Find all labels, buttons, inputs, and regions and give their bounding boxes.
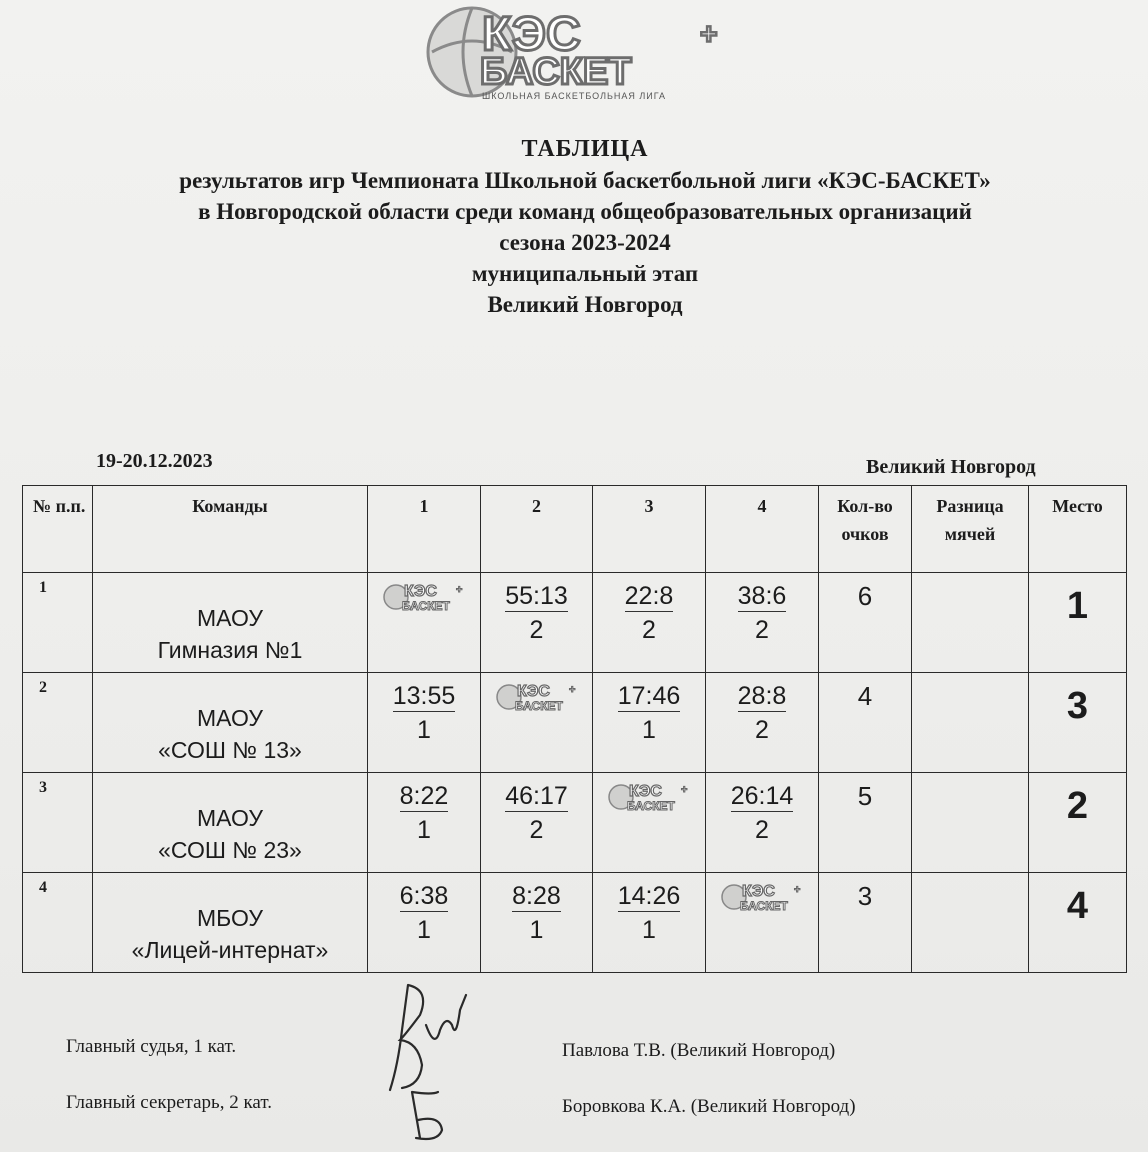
match-points: 1 [417,716,431,744]
svg-text:КЭС: КЭС [404,583,437,600]
event-city: Великий Новгород [866,456,1036,478]
match-points: 2 [755,716,769,744]
team-org: МАОУ [197,805,263,831]
table-row [23,773,1127,873]
match-result-cell [368,773,481,873]
team-cell [93,573,368,673]
total-points: 6 [819,573,912,673]
match-result-cell [706,773,819,873]
row-number-cell [23,773,93,873]
event-date: 19-20.12.2023 [96,450,213,472]
header-points: Кол-во очков [819,486,912,573]
svg-text:+: + [456,584,463,596]
header-line: Великий Новгород [487,292,683,317]
league-logo [420,0,750,104]
svg-text:КЭС: КЭС [742,883,775,900]
team-place: 3 [1029,673,1127,773]
team-cell [93,673,368,773]
match-result-cell [368,873,481,973]
header-col-4: 4 [706,486,819,573]
table-header-row [23,486,1127,573]
row-number-cell [23,873,93,973]
team-org: МАОУ [197,605,263,631]
match-score: 13:55 [392,682,456,710]
self-match-cell [593,773,706,873]
table-row [23,673,1127,773]
kes-basket-cell-logo-icon [382,579,468,617]
total-points: 5 [819,773,912,873]
ball-difference [912,873,1029,973]
header-line: сезона 2023-2024 [499,230,671,255]
match-points: 1 [529,916,544,944]
match-points: 1 [417,816,431,844]
match-result-cell [593,873,706,973]
header-place: Место [1029,486,1127,573]
header-col-3: 3 [593,486,706,573]
header-teams: Команды [93,486,368,573]
svg-text:КЭС: КЭС [629,783,662,800]
header-col-2: 2 [481,486,593,573]
row-number: 2 [39,679,47,696]
total-points: 4 [819,673,912,773]
header-title: ТАБЛИЦА [521,136,649,162]
header-line: муниципальный этап [471,261,699,286]
svg-text:ШКОЛЬНАЯ БАСКЕТБОЛЬНАЯ ЛИГА: ШКОЛЬНАЯ БАСКЕТБОЛЬНАЯ ЛИГА [482,91,667,101]
match-result-cell [481,773,593,873]
signature-icon [360,970,480,1145]
kes-basket-cell-logo-icon [495,679,581,717]
match-score: 22:8 [624,582,674,610]
svg-text:БАСКЕТ: БАСКЕТ [740,899,788,913]
svg-text:БАСКЕТ: БАСКЕТ [515,699,563,713]
match-result-cell [593,673,706,773]
team-place: 4 [1029,873,1127,973]
match-points: 2 [529,816,544,844]
team-name [93,702,367,766]
match-score: 8:22 [399,782,449,810]
header-line: в Новгородской области среди команд общеобразовательных организаций [198,199,972,224]
row-number-cell [23,573,93,673]
match-points: 2 [529,616,544,644]
match-points: 2 [755,616,769,644]
chief-secretary-role: Главный секретарь, 2 кат. [66,1092,272,1113]
kes-basket-cell-logo-icon [607,779,693,817]
team-place: 2 [1029,773,1127,873]
match-score: 14:26 [617,882,681,910]
match-score: 46:17 [505,782,568,810]
table-row [23,873,1127,973]
team-cell [93,773,368,873]
team-place: 1 [1029,573,1127,673]
table-row [23,573,1127,673]
team-title: «Лицей-интернат» [131,937,329,963]
match-result-cell [481,573,593,673]
team-org: МБОУ [197,905,263,931]
self-match-cell [706,873,819,973]
match-points: 1 [417,916,431,944]
total-points: 3 [819,873,912,973]
chief-secretary-name: Боровкова К.А. (Великий Новгород) [562,1096,856,1117]
team-title: «СОШ № 13» [158,737,302,763]
match-points: 1 [642,716,656,744]
team-org: МАОУ [197,705,263,731]
row-number: 3 [39,779,47,796]
match-result-cell [593,573,706,673]
team-title: «СОШ № 23» [158,837,302,863]
ball-difference [912,773,1029,873]
svg-text:КЭС: КЭС [517,683,550,700]
match-score: 17:46 [617,682,681,710]
svg-text:КЭС: КЭС [482,8,581,61]
match-result-cell [706,673,819,773]
results-table [22,485,1127,973]
row-number: 1 [39,579,47,596]
svg-text:+: + [794,884,801,896]
ball-difference [912,673,1029,773]
team-cell [93,873,368,973]
kes-basket-logo-icon [420,0,750,104]
team-name [93,802,367,866]
header-line: результатов игр Чемпионата Школьной баскетбольной лиги «КЭС-БАСКЕТ» [179,168,991,193]
header-num: № п.п. [23,486,93,573]
svg-text:+: + [569,684,576,696]
svg-text:+: + [700,18,718,51]
match-score: 6:38 [399,882,449,910]
kes-basket-cell-logo-icon [720,879,806,917]
header-col-1: 1 [368,486,481,573]
ball-difference [912,573,1029,673]
match-points: 2 [642,616,656,644]
match-score: 38:6 [737,582,787,610]
team-name [93,602,367,666]
row-number: 4 [39,879,47,896]
match-result-cell [368,673,481,773]
match-score: 8:28 [512,882,561,910]
self-match-cell [481,673,593,773]
row-number-cell [23,673,93,773]
chief-judge-role: Главный судья, 1 кат. [66,1036,237,1057]
svg-text:БАСКЕТ: БАСКЕТ [402,599,450,613]
team-title: Гимназия №1 [157,637,303,663]
team-name [93,902,367,966]
match-result-cell [706,573,819,673]
svg-text:БАСКЕТ: БАСКЕТ [627,799,675,813]
match-score: 28:8 [737,682,787,710]
self-match-cell [368,573,481,673]
match-score: 26:14 [730,782,794,810]
match-score: 55:13 [505,582,568,610]
match-points: 1 [642,916,656,944]
chief-judge-name: Павлова Т.В. (Великий Новгород) [562,1040,836,1061]
svg-text:+: + [681,784,688,796]
match-points: 2 [755,816,769,844]
svg-text:БАСКЕТ: БАСКЕТ [480,51,632,93]
match-result-cell [481,873,593,973]
header-diff: Разница мячей [912,486,1029,573]
document-header [60,134,1110,320]
